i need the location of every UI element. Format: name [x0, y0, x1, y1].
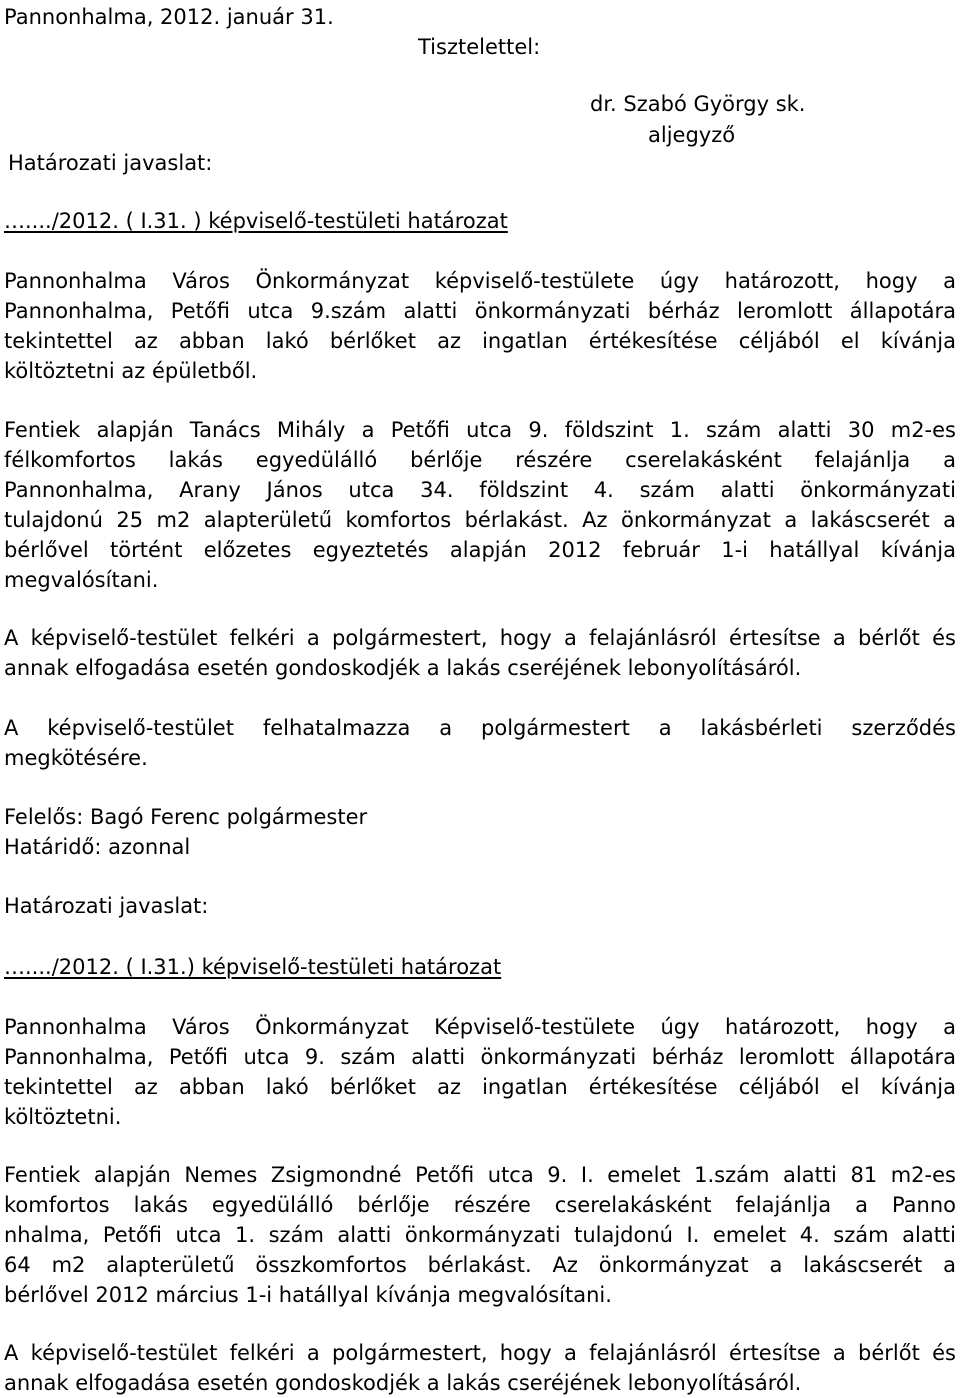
proposal-heading: Határozati javaslat:	[4, 894, 209, 918]
paragraph-line: annak elfogadása esetén gondoskodjék a lakás cseréjének lebonyolításáról.	[4, 1371, 802, 1395]
place-date: Pannonhalma, 2012. január 31.	[4, 5, 334, 29]
paragraph-line: tekintettel az abban lakó bérlőket az ingatlan értékesítése céljából el kívánja	[4, 329, 956, 353]
paragraph-line: Pannonhalma Város Önkormányzat képviselő-testülete úgy határozott, hogy a	[4, 269, 956, 293]
proposal-heading: Határozati javaslat:	[8, 151, 213, 175]
paragraph-line: A képviselő-testület felkéri a polgármestert, hogy a felajánlásról értesítse a bérlőt és	[4, 626, 956, 650]
signer-title: aljegyző	[648, 123, 736, 147]
paragraph-line: A képviselő-testület felkéri a polgármestert, hogy a felajánlásról értesítse a bérlőt és	[4, 1341, 956, 1365]
paragraph-line: Pannonhalma, Petőfi utca 9. szám alatti önkormányzati bérház leromlott állapotára	[4, 1045, 956, 1069]
paragraph-line: tekintettel az abban lakó bérlőket az ingatlan értékesítése céljából el kívánja	[4, 1075, 956, 1099]
paragraph-line: 64 m2 alapterületű összkomfortos bérlakást. Az önkormányzat a lakáscserét a	[4, 1253, 956, 1277]
paragraph-line: annak elfogadása esetén gondoskodjék a lakás cseréjének lebonyolításáról.	[4, 656, 802, 680]
paragraph-line: Pannonhalma, Petőfi utca 9.szám alatti önkormányzati bérház leromlott állapotára	[4, 299, 956, 323]
paragraph-line: komfortos lakás egyedülálló bérlője részére cserelakásként felajánlja a Panno	[4, 1193, 956, 1217]
paragraph-line: Pannonhalma Város Önkormányzat Képviselő-testülete úgy határozott, hogy a	[4, 1015, 956, 1039]
resolution-number: …..../2012. ( I.31.) képviselő-testületi határozat	[4, 955, 502, 979]
signer-name: dr. Szabó György sk.	[590, 92, 806, 116]
paragraph-line: Pannonhalma, Arany János utca 34. földszint 4. szám alatti önkormányzati	[4, 478, 956, 502]
responsible: Felelős: Bagó Ferenc polgármester	[4, 805, 368, 829]
deadline: Határidő: azonnal	[4, 835, 191, 859]
resolution-number: …..../2012. ( I.31. ) képviselő-testületi határozat	[4, 209, 508, 233]
paragraph-line: bérlővel történt előzetes egyeztetés alapján 2012 február 1-i hatállyal kívánja	[4, 538, 956, 562]
paragraph-line: megkötésére.	[4, 746, 148, 770]
paragraph-line: nhalma, Petőfi utca 1. szám alatti önkormányzati tulajdonú I. emelet 4. szám alatti	[4, 1223, 956, 1247]
greeting: Tisztelettel:	[418, 35, 541, 59]
paragraph-line: költöztetni az épületből.	[4, 359, 258, 383]
paragraph-line: megvalósítani.	[4, 568, 159, 592]
paragraph-line: félkomfortos lakás egyedülálló bérlője részére cserelakásként felajánlja a	[4, 448, 956, 472]
paragraph-line: Fentiek alapján Nemes Zsigmondné Petőfi utca 9. I. emelet 1.szám alatti 81 m2-es	[4, 1163, 956, 1187]
paragraph-line: költöztetni.	[4, 1105, 122, 1129]
paragraph-line: bérlővel 2012 március 1-i hatállyal kívánja megvalósítani.	[4, 1283, 612, 1307]
paragraph-line: A képviselő-testület felhatalmazza a polgármestert a lakásbérleti szerződés	[4, 716, 956, 740]
paragraph-line: Fentiek alapján Tanács Mihály a Petőfi utca 9. földszint 1. szám alatti 30 m2-es	[4, 418, 956, 442]
paragraph-line: tulajdonú 25 m2 alapterületű komfortos bérlakást. Az önkormányzat a lakáscserét a	[4, 508, 956, 532]
